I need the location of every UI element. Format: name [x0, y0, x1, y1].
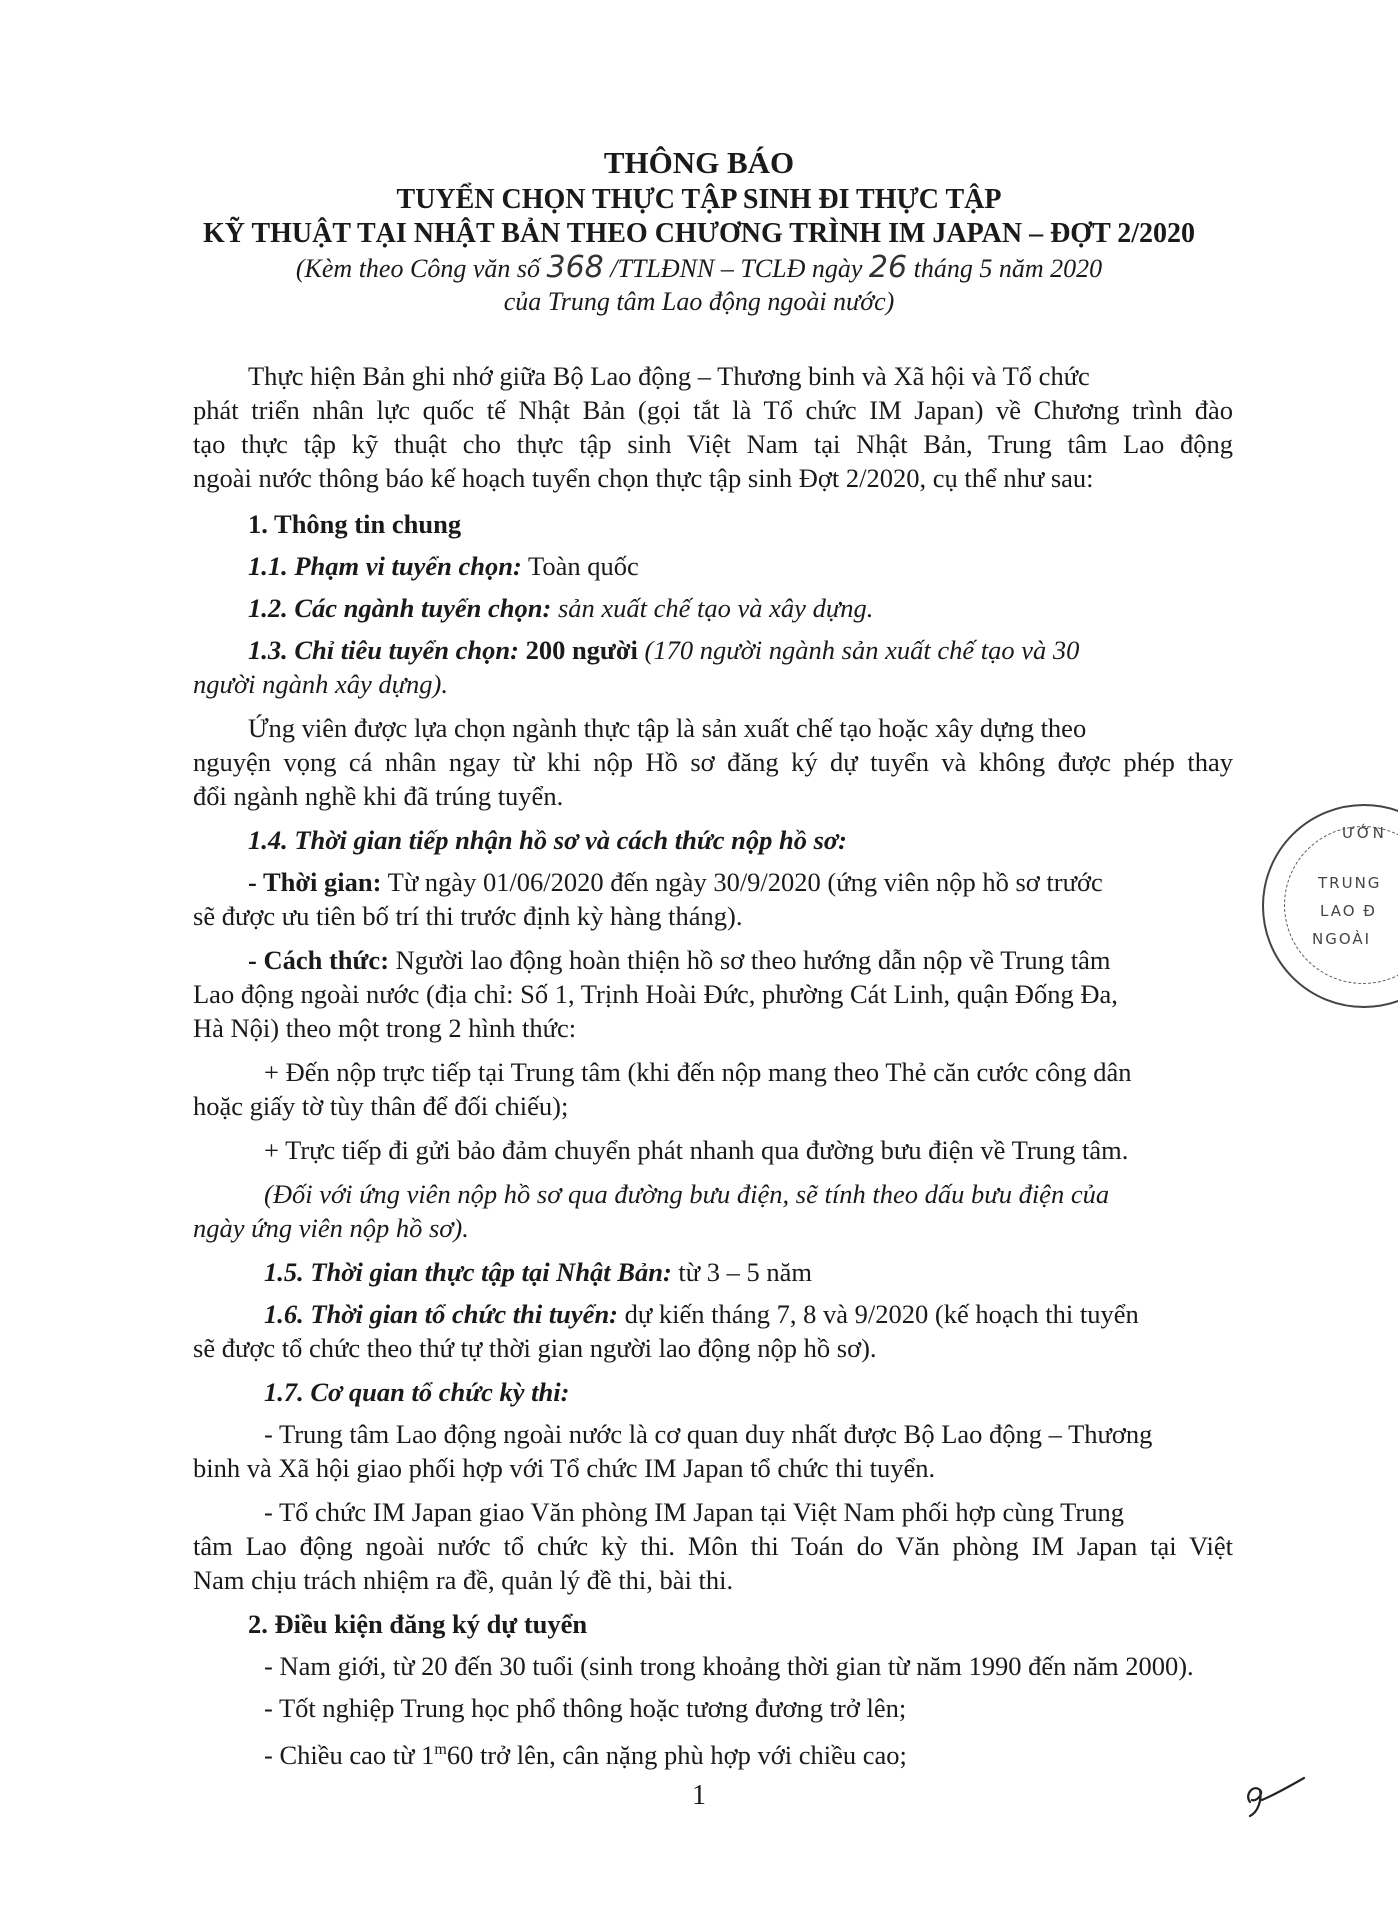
section-1-7-heading: 1.7. Cơ quan tổ chức kỳ thi: — [264, 1377, 570, 1407]
method-line-2: Lao động ngoài nước (địa chỉ: Số 1, Trịnh Hoài Đức, phường Cát Linh, quận Đống Đa, — [193, 979, 1118, 1009]
section-1-2: 1.2. Các ngành tuyển chọn: sản xuất chế tạo và xây dựng. — [248, 593, 874, 623]
method-line-3: Hà Nội) theo một trong 2 hình thức: — [193, 1013, 577, 1043]
ref-mid: /TTLĐNN – TCLĐ ngày — [603, 254, 869, 283]
choice-line-1: Ứng viên được lựa chọn ngành thực tập là sản xuất chế tạo hoặc xây dựng theo — [248, 713, 1087, 743]
page-number: 1 — [692, 1780, 706, 1811]
section-1-6-line-2: sẽ được tổ chức theo thứ tự thời gian người lao động nộp hồ sơ). — [193, 1333, 877, 1363]
section-2-heading: 2. Điều kiện đăng ký dự tuyển — [248, 1609, 588, 1639]
time-line-2: sẽ được ưu tiên bố trí thi trước định kỳ hàng tháng). — [193, 901, 743, 931]
stamp-text-1: ƯỚN — [1342, 824, 1386, 842]
condition-3: - Chiều cao từ 1$^m$60 trở lên, cân nặng phù hợp với chiều cao; — [264, 1739, 907, 1770]
section-1-7-p2-line-3: Nam chịu trách nhiệm ra đề, quản lý đề thi, bài thi. — [193, 1565, 734, 1595]
option-2: + Trực tiếp đi gửi bảo đảm chuyển phát nhanh qua đường bưu điện về Trung tâm. — [264, 1135, 1129, 1165]
doc-title: THÔNG BÁO — [603, 145, 795, 180]
section-1-7-p1-line-1: - Trung tâm Lao động ngoài nước là cơ quan duy nhất được Bộ Lao động – Thương — [264, 1419, 1153, 1449]
stamp-text-2: TRUNG — [1318, 874, 1382, 892]
choice-line-2: nguyện vọng cá nhân ngay từ khi nộp Hồ sơ đăng ký dự tuyển và không được phép thay — [193, 747, 1233, 777]
ref-prefix: (Kèm theo Công văn số — [295, 254, 547, 283]
ref-number-handwritten: 368 — [546, 250, 604, 285]
intro-line-1: Thực hiện Bản ghi nhớ giữa Bộ Lao động – Thương binh và Xã hội và Tổ chức — [248, 361, 1090, 391]
section-1-3: 1.3. Chỉ tiêu tuyển chọn: 200 người (170 người ngành sản xuất chế tạo và 30 — [248, 635, 1080, 665]
post-note-line-1: (Đối với ứng viên nộp hồ sơ qua đường bưu điện, sẽ tính theo dấu bưu điện của — [264, 1179, 1110, 1209]
ref-suffix: tháng 5 năm 2020 — [907, 254, 1103, 283]
section-1-4-heading: 1.4. Thời gian tiếp nhận hồ sơ và cách thức nộp hồ sơ: — [248, 825, 847, 855]
section-1-1: 1.1. Phạm vi tuyển chọn: Toàn quốc — [248, 551, 639, 581]
condition-2: - Tốt nghiệp Trung học phổ thông hoặc tương đương trở lên; — [264, 1693, 907, 1723]
section-1-5: 1.5. Thời gian thực tập tại Nhật Bản: từ 3 – 5 năm — [264, 1257, 813, 1287]
initials-signature — [1240, 1772, 1310, 1822]
intro-line-3: tạo thực tập kỹ thuật cho thực tập sinh Việt Nam tại Nhật Bản, Trung tâm Lao động — [193, 429, 1233, 459]
time-line-1: - Thời gian: Từ ngày 01/06/2020 đến ngày 30/9/2020 (ứng viên nộp hồ sơ trước — [248, 867, 1103, 897]
option-1-line-1: + Đến nộp trực tiếp tại Trung tâm (khi đến nộp mang theo Thẻ căn cước công dân — [264, 1057, 1132, 1087]
option-1-line-2: hoặc giấy tờ tùy thân để đối chiếu); — [193, 1091, 569, 1121]
section-1-7-p2-line-2: tâm Lao động ngoài nước tổ chức kỳ thi. Môn thi Toán do Văn phòng IM Japan tại Việt — [193, 1531, 1233, 1561]
ref-day-handwritten: 26 — [868, 250, 908, 285]
section-1-3-cont: người ngành xây dựng). — [193, 669, 449, 699]
condition-1: - Nam giới, từ 20 đến 30 tuổi (sinh trong khoảng thời gian từ năm 1990 đến năm 2000). — [264, 1651, 1194, 1681]
method-line-1: - Cách thức: Người lao động hoàn thiện hồ sơ theo hướng dẫn nộp về Trung tâm — [248, 945, 1111, 975]
choice-line-3: đổi ngành nghề khi đã trúng tuyển. — [193, 781, 564, 811]
intro-line-4: ngoài nước thông báo kế hoạch tuyển chọn thực tập sinh Đợt 2/2020, cụ thể như sau: — [193, 463, 1094, 493]
section-1-heading: 1. Thông tin chung — [248, 509, 462, 539]
stamp-text-4: NGOÀI — [1312, 930, 1372, 948]
section-1-6-line-1: 1.6. Thời gian tổ chức thi tuyển: dự kiến tháng 7, 8 và 9/2020 (kế hoạch thi tuyển — [264, 1299, 1139, 1329]
doc-reference-line — [0, 252, 1398, 285]
doc-reference-line-2: của Trung tâm Lao động ngoài nước) — [503, 287, 895, 316]
section-1-7-p2-line-1: - Tổ chức IM Japan giao Văn phòng IM Japan tại Việt Nam phối hợp cùng Trung — [264, 1497, 1124, 1527]
intro-line-2: phát triển nhân lực quốc tế Nhật Bản (gọi tắt là Tổ chức IM Japan) về Chương trình đào — [193, 395, 1233, 425]
post-note-line-2: ngày ứng viên nộp hồ sơ). — [193, 1213, 469, 1243]
section-1-7-p1-line-2: binh và Xã hội giao phối hợp với Tổ chức IM Japan tổ chức thi tuyển. — [193, 1453, 936, 1483]
doc-subtitle-line-1: TUYỂN CHỌN THỰC TẬP SINH ĐI THỰC TẬP — [396, 184, 1002, 215]
stamp-text-3: LAO Đ — [1320, 902, 1377, 920]
doc-subtitle-line-2: KỸ THUẬT TẠI NHẬT BẢN THEO CHƯƠNG TRÌNH IM JAPAN – ĐỢT 2/2020 — [202, 218, 1196, 249]
